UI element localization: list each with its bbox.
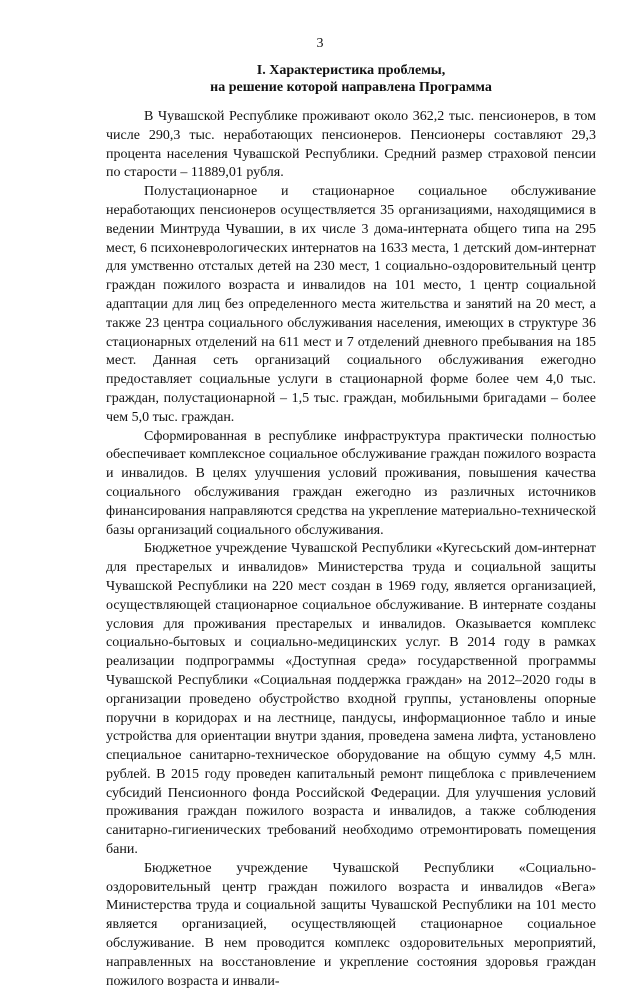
paragraph-4: Бюджетное учреждение Чувашской Республики «Кугесьский дом-интернат для престарелых и инвалидов» Министерства труда и социальной защиты Чувашской Республики на 220 мест создан в 1969 году, является организацией, осуществляющей стационарное социальное обслуживание. В интернате созданы условия для проживания престарелых и инвалидов. Оказывается комплекс социально-бытовых и социально-медицинских услуг. В 2014 году в рамках реализации подпрограммы «Доступная среда» государственной программы Чувашской Республики «Социальная поддержка граждан» на 2012–2020 годы в организации проведено обустройство входной группы, установлены опорные поручни в коридорах и на лестнице, пандусы, информационное табло и иные устройства для ориентации внутри здания, проведена замена лифта, установлено специальное санитарно-техническое оборудование на общую сумму 4,5 млн. рублей. В 2015 году проведен капитальный ремонт пищеблока с привлечением субсидий Пенсионного фонда Российской Федерации. Для улучшения условий проживания граждан пожилого возраста и инвалидов, а также соблюдения санитарно-гигиенических требований необходимо отремонтировать помещения бани. (106, 541, 596, 858)
body-text (106, 108, 596, 991)
paragraph-1: В Чувашской Республике проживают около 362,2 тыс. пенсионеров, в том числе 290,3 тыс. неработающих пенсионеров. Пенсионеры составляют 29,3 процента населения Чувашской Республики. Средний размер страховой пенсии по старости – 11889,01 рубля. (106, 109, 596, 181)
paragraph-5: Бюджетное учреждение Чувашской Республики «Социально-оздоровительный центр граждан пожилого возраста и инвалидов «Вега» Министерства труда и социальной защиты Чувашской Республики на 101 место является организацией, осуществляющей стационарное социальное обслуживание. В нем проводится комплекс оздоровительных мероприятий, направленных на восстановление и укрепление состояния здоровья граждан пожилого возраста и инвали- (106, 860, 596, 989)
section-heading-line-1: I. Характеристика проблемы, (256, 63, 446, 78)
section-heading (106, 62, 596, 96)
paragraph-2: Полустационарное и стационарное социальное обслуживание неработающих пенсионеров осуществляется 35 организациями, находящимися в ведении Минтруда Чувашии, в их числе 3 дома-интерната общего типа на 295 мест, 6 психоневрологических интернатов на 1633 места, 1 детский дом-интернат для умственно отсталых детей на 230 мест, 1 социально-оздоровительный центр граждан пожилого возраста и инвалидов на 101 место, 1 центр социальной адаптации для лиц без определенного места жительства и занятий на 20 мест, а также 23 центра социального обслуживания населения, имеющих в структуре 36 стационарных отделений на 611 мест и 7 отделений дневного пребывания на 185 мест. Данная сеть организаций социального обслуживания ежегодно предоставляет социальные услуги в стационарной форме более чем 4,0 тыс. граждан, полустационарной – 1,5 тыс. граждан, мобильными бригадами – более чем 5,0 тыс. граждан. (106, 184, 596, 425)
page-number: 3 (316, 36, 324, 51)
paragraph-3: Сформированная в республике инфраструктура практически полностью обеспечивает комплексное социальное обслуживание граждан пожилого возраста и инвалидов. В целях улучшения условий проживания, повышения качества социального обслуживания граждан ежегодно из различных источников финансирования направляются средства на укрепление материально-технической базы организаций социального обслуживания. (106, 428, 596, 538)
section-heading-line-2: на решение которой направлена Программа (210, 80, 492, 95)
